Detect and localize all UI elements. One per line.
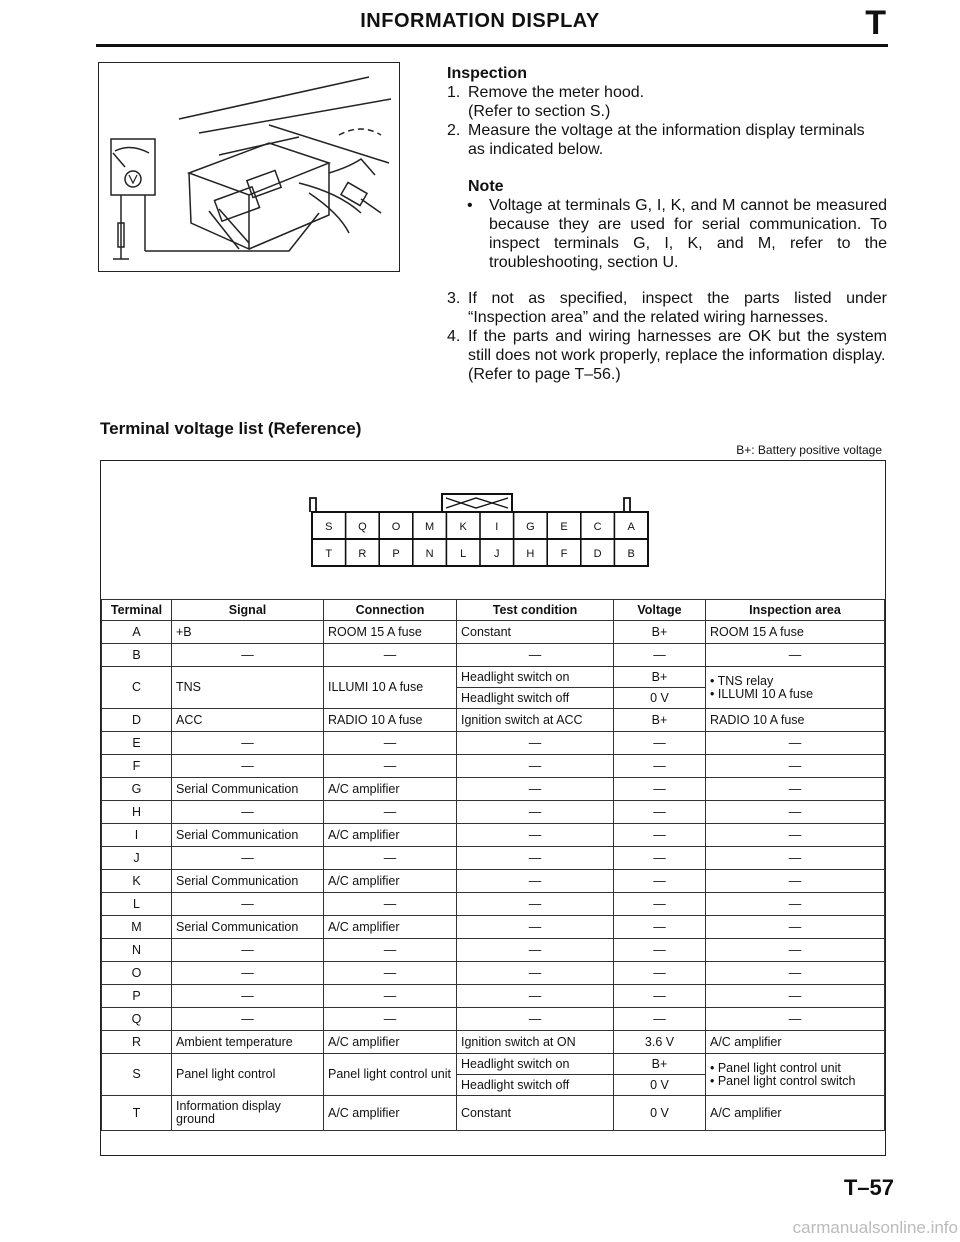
signal-cell: — (172, 985, 324, 1008)
condition-cell: Headlight switch on (457, 1054, 614, 1075)
connector-diagram (300, 490, 680, 570)
terminal-voltage-table (101, 599, 885, 1131)
condition-cell: — (457, 962, 614, 985)
voltage-cell: — (614, 644, 706, 667)
page-title: INFORMATION DISPLAY (360, 10, 600, 32)
area-cell: — (706, 985, 885, 1008)
condition-cell: Ignition switch at ON (457, 1031, 614, 1054)
signal-cell: Serial Communication (172, 778, 324, 801)
connector-pin-label: S (325, 521, 333, 533)
table-row-A (102, 621, 885, 644)
condition-cell: Headlight switch off (457, 688, 614, 709)
step-text: Remove the meter hood. (468, 84, 645, 101)
table-row-M (102, 916, 885, 939)
terminal-cell: B (102, 644, 172, 667)
step-reference: (Refer to page T–56.) (468, 366, 621, 383)
connector-pin-label: K (459, 521, 467, 533)
note-heading: Note (468, 178, 504, 195)
connection-cell: A/C amplifier (324, 1031, 457, 1054)
connection-cell: ROOM 15 A fuse (324, 621, 457, 644)
voltage-cell: B+ (614, 1054, 706, 1075)
inspection-section (447, 64, 887, 384)
area-cell (706, 667, 885, 709)
signal-cell: TNS (172, 667, 324, 709)
signal-cell: — (172, 732, 324, 755)
condition-cell: — (457, 939, 614, 962)
table-row-T (102, 1096, 885, 1131)
signal-cell: — (172, 893, 324, 916)
voltage-cell: B+ (614, 667, 706, 688)
table-title: Terminal voltage list (Reference) (100, 419, 362, 438)
area-cell: — (706, 870, 885, 893)
terminal-cell: M (102, 916, 172, 939)
connector-pin-label: R (358, 548, 367, 560)
step-text: If not as specified, inspect the parts listed under “Inspection area” and the related wiring harnesses. (468, 290, 887, 326)
voltage-cell: — (614, 985, 706, 1008)
connector-pin-label: Q (358, 521, 367, 533)
voltage-cell: B+ (614, 621, 706, 644)
connector-pin-label: F (560, 548, 568, 560)
connection-cell: — (324, 847, 457, 870)
signal-cell: — (172, 755, 324, 778)
area-cell: — (706, 916, 885, 939)
table-row-N (102, 939, 885, 962)
terminal-cell: L (102, 893, 172, 916)
connection-cell: ILLUMI 10 A fuse (324, 667, 457, 709)
condition-cell: Headlight switch on (457, 667, 614, 688)
condition-cell: — (457, 644, 614, 667)
table-row-C (102, 667, 885, 688)
signal-cell: Panel light control (172, 1054, 324, 1096)
terminal-cell: A (102, 621, 172, 644)
terminal-cell: T (102, 1096, 172, 1131)
area-cell: — (706, 1008, 885, 1031)
terminal-cell: Q (102, 1008, 172, 1031)
voltage-cell: — (614, 962, 706, 985)
condition-cell: — (457, 755, 614, 778)
area-item: • ILLUMI 10 A fuse (710, 686, 814, 701)
connector-pin-label: P (392, 548, 400, 560)
signal-cell: — (172, 801, 324, 824)
step-number: 3. (447, 290, 461, 307)
table-row-R (102, 1031, 885, 1054)
terminal-cell: P (102, 985, 172, 1008)
area-cell: — (706, 939, 885, 962)
connection-cell: A/C amplifier (324, 870, 457, 893)
connector-pin-label: E (560, 521, 568, 533)
terminal-cell: F (102, 755, 172, 778)
step-2 (447, 121, 887, 159)
voltage-cell: — (614, 801, 706, 824)
condition-cell: — (457, 847, 614, 870)
area-item: • TNS relay (710, 673, 774, 688)
table-row-F (102, 755, 885, 778)
column-header-connection: Connection (324, 600, 457, 621)
page-number: T–57 (843, 1175, 894, 1200)
area-cell: A/C amplifier (706, 1096, 885, 1131)
bullet: • (467, 197, 473, 214)
connection-cell: — (324, 985, 457, 1008)
connection-cell: — (324, 893, 457, 916)
table-row-P (102, 985, 885, 1008)
signal-cell: ACC (172, 709, 324, 732)
voltage-cell: — (614, 847, 706, 870)
connector-pin-label: I (495, 521, 499, 533)
connection-cell: A/C amplifier (324, 916, 457, 939)
connector-pin-label: B (627, 548, 635, 560)
table-header-row (102, 600, 885, 621)
connection-cell: A/C amplifier (324, 1096, 457, 1131)
legend-note: B+: Battery positive voltage (736, 443, 882, 457)
terminal-cell: C (102, 667, 172, 709)
terminal-cell: K (102, 870, 172, 893)
area-cell: — (706, 778, 885, 801)
connection-cell: — (324, 1008, 457, 1031)
signal-cell: +B (172, 621, 324, 644)
connection-cell: — (324, 644, 457, 667)
step-text: as indicated below. (468, 141, 604, 158)
voltage-cell: — (614, 916, 706, 939)
table-row-J (102, 847, 885, 870)
table-row-G (102, 778, 885, 801)
voltage-cell: — (614, 870, 706, 893)
connector-pin-label: D (593, 548, 602, 560)
connector-pin-label: J (494, 548, 500, 560)
area-cell: — (706, 732, 885, 755)
connection-cell: — (324, 939, 457, 962)
condition-cell: — (457, 1008, 614, 1031)
connection-cell: — (324, 962, 457, 985)
area-cell: — (706, 847, 885, 870)
table-row-I (102, 824, 885, 847)
signal-cell: — (172, 644, 324, 667)
connection-cell: A/C amplifier (324, 824, 457, 847)
step-number: 1. (447, 84, 461, 101)
connector-pin-label: L (460, 548, 467, 560)
step-text: Measure the voltage at the information display terminals (468, 122, 865, 139)
table-row-L (102, 893, 885, 916)
area-item: • Panel light control switch (710, 1073, 856, 1088)
table-row-B (102, 644, 885, 667)
terminal-cell: J (102, 847, 172, 870)
terminal-cell: G (102, 778, 172, 801)
note-text: Voltage at terminals G, I, K, and M cannot be measured because they are used for serial communication. To inspect terminals G, I, K, and M, refer to the troubleshooting, section U. (489, 197, 887, 271)
area-cell: — (706, 801, 885, 824)
table-row-K (102, 870, 885, 893)
voltage-cell: 0 V (614, 688, 706, 709)
connector-pin-label: A (627, 521, 635, 533)
inspection-heading: Inspection (447, 65, 528, 82)
area-item: • Panel light control unit (710, 1060, 841, 1075)
header-rule (96, 44, 888, 47)
note-item (447, 196, 887, 272)
voltmeter-connector-drawing (99, 63, 399, 271)
condition-cell: — (457, 801, 614, 824)
connector-pin-label: H (526, 548, 535, 560)
area-cell: — (706, 824, 885, 847)
connector-pin-label: C (593, 521, 602, 533)
table-row-D (102, 709, 885, 732)
table-row-Q (102, 1008, 885, 1031)
column-header-inspection-area: Inspection area (706, 600, 885, 621)
terminal-cell: S (102, 1054, 172, 1096)
inspection-illustration (98, 62, 400, 272)
signal-cell: Ambient temperature (172, 1031, 324, 1054)
step-number: 2. (447, 122, 461, 139)
condition-cell: — (457, 893, 614, 916)
column-header-signal: Signal (172, 600, 324, 621)
condition-cell: — (457, 916, 614, 939)
connector-pin-label: N (425, 548, 434, 560)
area-cell: — (706, 644, 885, 667)
connector-pin-label: G (526, 521, 535, 533)
column-header-test-condition: Test condition (457, 600, 614, 621)
terminal-cell: R (102, 1031, 172, 1054)
signal-cell: — (172, 962, 324, 985)
table-row-S (102, 1054, 885, 1075)
terminal-cell: O (102, 962, 172, 985)
connector-pin-label: M (425, 521, 435, 533)
signal-cell: Information display ground (172, 1096, 324, 1131)
voltage-cell: — (614, 824, 706, 847)
area-cell: — (706, 893, 885, 916)
area-cell: — (706, 755, 885, 778)
area-cell: — (706, 962, 885, 985)
signal-cell: Serial Communication (172, 824, 324, 847)
terminal-cell: E (102, 732, 172, 755)
condition-cell: Constant (457, 621, 614, 644)
connection-cell: — (324, 801, 457, 824)
terminal-cell: I (102, 824, 172, 847)
condition-cell: — (457, 732, 614, 755)
condition-cell: — (457, 985, 614, 1008)
voltage-cell: — (614, 1008, 706, 1031)
step-text: If the parts and wiring harnesses are OK but the system still does not work properly, replace the information display. (468, 328, 887, 364)
table-row-E (102, 732, 885, 755)
step-4 (447, 327, 887, 384)
terminal-cell: H (102, 801, 172, 824)
step-number: 4. (447, 328, 461, 345)
condition-cell: Ignition switch at ACC (457, 709, 614, 732)
signal-cell: — (172, 847, 324, 870)
terminal-cell: N (102, 939, 172, 962)
column-header-terminal: Terminal (102, 600, 172, 621)
voltage-cell: — (614, 732, 706, 755)
column-header-voltage: Voltage (614, 600, 706, 621)
voltage-cell: — (614, 778, 706, 801)
connection-cell: RADIO 10 A fuse (324, 709, 457, 732)
step-1 (447, 83, 887, 121)
signal-cell: Serial Communication (172, 870, 324, 893)
signal-cell: — (172, 1008, 324, 1031)
area-cell: RADIO 10 A fuse (706, 709, 885, 732)
table-row-O (102, 962, 885, 985)
connection-cell: A/C amplifier (324, 778, 457, 801)
connection-cell: — (324, 732, 457, 755)
condition-cell: — (457, 778, 614, 801)
watermark: carmanualsonline.info (792, 1218, 958, 1237)
condition-cell: — (457, 870, 614, 893)
area-cell: A/C amplifier (706, 1031, 885, 1054)
signal-cell: — (172, 939, 324, 962)
step-text: (Refer to section S.) (468, 103, 611, 120)
area-cell: ROOM 15 A fuse (706, 621, 885, 644)
area-cell (706, 1054, 885, 1096)
condition-cell: Headlight switch off (457, 1075, 614, 1096)
voltage-cell: — (614, 755, 706, 778)
voltage-cell: 0 V (614, 1096, 706, 1131)
signal-cell: Serial Communication (172, 916, 324, 939)
connection-cell: Panel light control unit (324, 1054, 457, 1096)
voltage-cell: 0 V (614, 1075, 706, 1096)
table-row-H (102, 801, 885, 824)
voltage-cell: B+ (614, 709, 706, 732)
connector-pin-label: T (325, 548, 333, 560)
condition-cell: Constant (457, 1096, 614, 1131)
connector-pin-label: O (391, 521, 401, 533)
voltage-cell: — (614, 939, 706, 962)
terminal-cell: D (102, 709, 172, 732)
step-3 (447, 289, 887, 327)
voltage-cell: — (614, 893, 706, 916)
voltage-cell: 3.6 V (614, 1031, 706, 1054)
condition-cell: — (457, 824, 614, 847)
section-letter: T (865, 4, 886, 42)
connection-cell: — (324, 755, 457, 778)
